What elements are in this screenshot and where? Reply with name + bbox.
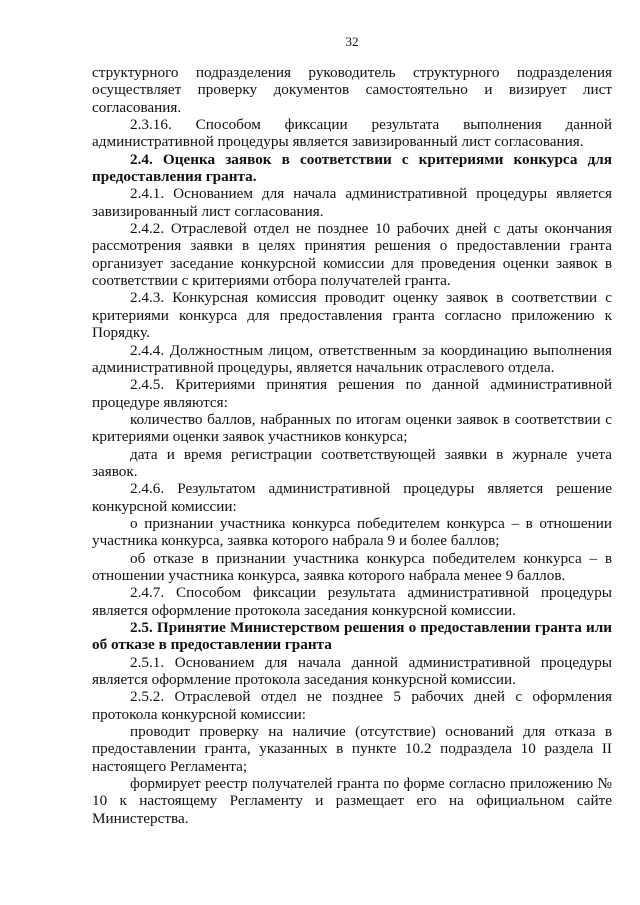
paragraph: 2.4.6. Результатом административной процедуры является решение конкурсной комиссии: — [92, 480, 612, 515]
paragraph: 2.4.2. Отраслевой отдел не позднее 10 рабочих дней с даты окончания рассмотрения заявки в целях принятия решения о предоставлении гранта организует заседание конкурсной комиссии для проведения оценки заявок в соответствии с критериями отбора получателей гранта. — [92, 220, 612, 290]
section-heading: 2.4. Оценка заявок в соответствии с критериями конкурса для предоставления гранта. — [92, 150, 612, 186]
paragraph: 2.5.2. Отраслевой отдел не позднее 5 рабочих дней с оформления протокола конкурсной комиссии: — [92, 688, 612, 723]
page-number: 32 — [345, 34, 359, 49]
paragraph: об отказе в признании участника конкурса победителем конкурса – в отношении участника конкурса, заявка которого набрала менее 9 баллов. — [92, 549, 612, 584]
paragraph: 2.4.1. Основанием для начала административной процедуры является завизированный лист согласования. — [92, 185, 612, 220]
paragraph: проводит проверку на наличие (отсутствие) оснований для отказа в предоставлении гранта, указанных в пункте 10.2 подраздела 10 раздела II настоящего Регламента; — [92, 723, 612, 775]
paragraph: 2.4.4. Должностным лицом, ответственным за координацию выполнения административной процедуры, является начальник отраслевого отдела. — [92, 341, 612, 376]
document-body — [92, 64, 612, 827]
paragraph: 2.4.3. Конкурсная комиссия проводит оценку заявок в соответствии с критериями конкурса для предоставления гранта согласно приложению к Порядку. — [92, 289, 612, 342]
section-heading: 2.5. Принятие Министерством решения о предоставлении гранта или об отказе в предоставлении гранта — [92, 619, 612, 654]
paragraph: 2.4.5. Критериями принятия решения по данной административной процедуре являются: — [92, 376, 612, 411]
paragraph: количество баллов, набранных по итогам оценки заявок в соответствии с критериями оценки заявок участников конкурса; — [92, 410, 612, 446]
paragraph: 2.4.7. Способом фиксации результата административной процедуры является оформление протокола заседания конкурсной комиссии. — [92, 584, 612, 619]
paragraph: 2.5.1. Основанием для начала данной административной процедуры является оформление протокола заседания конкурсной комиссии. — [92, 653, 612, 689]
paragraph: о признании участника конкурса победителем конкурса – в отношении участника конкурса, заявка которого набрала 9 и более баллов; — [92, 514, 612, 550]
paragraph: дата и время регистрации соответствующей заявки в журнале учета заявок. — [92, 445, 612, 480]
paragraph: формирует реестр получателей гранта по форме согласно приложению № 10 к настоящему Регламенту и размещает его на официальном сайте Министерства. — [92, 775, 612, 827]
paragraph: структурного подразделения руководитель структурного подразделения осуществляет проверку документов самостоятельно и визирует лист согласования. — [92, 64, 612, 116]
paragraph: 2.3.16. Способом фиксации результата выполнения данной административной процедуры является завизированный лист согласования. — [92, 116, 612, 151]
